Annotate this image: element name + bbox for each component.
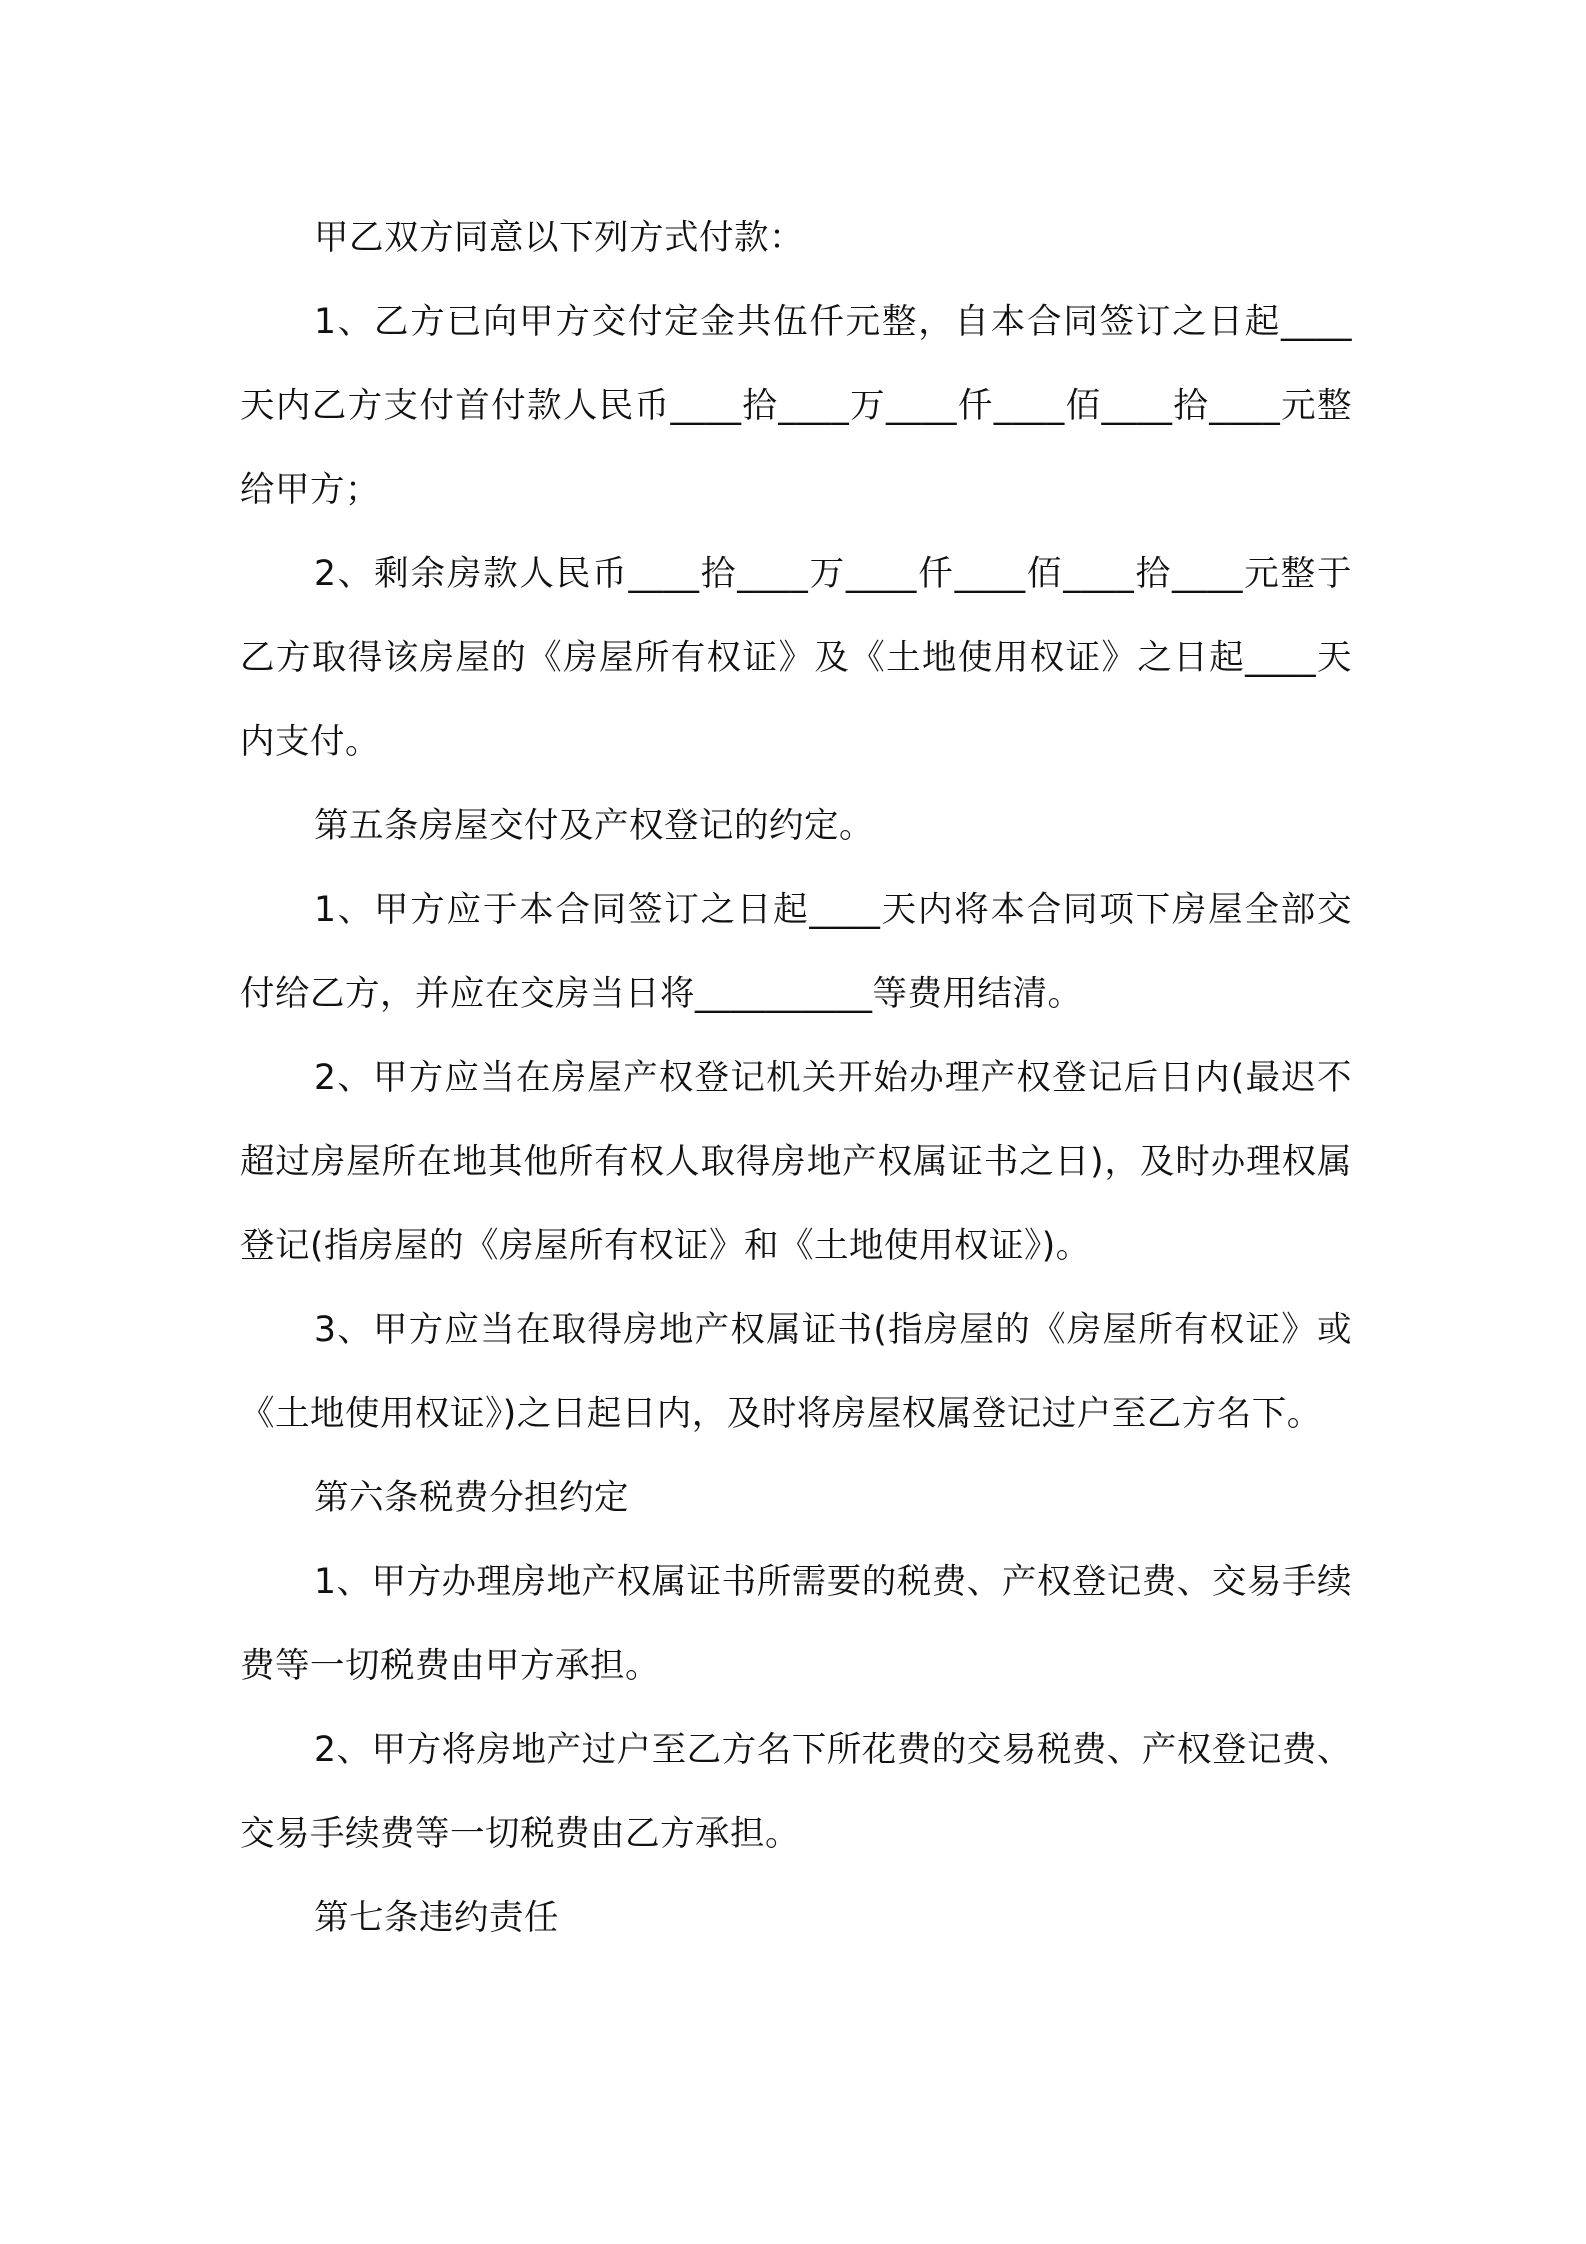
article-6-clause-2: 2、甲方将房地产过户至乙方名下所花费的交易税费、产权登记费、交易手续费等一切税费由乙方承担。 — [240, 1730, 1352, 1854]
payment-clause-1: 1、乙方已向甲方交付定金共伍仟元整，自本合同签订之日起____天内乙方支付首付款人民币____拾____万____仟____佰____拾____元整给甲方； — [240, 302, 1352, 510]
article-6-heading: 第六条税费分担约定 — [314, 1478, 629, 1518]
article-7-heading: 第七条违约责任 — [314, 1898, 559, 1938]
payment-clause-2: 2、剩余房款人民币____拾____万____仟____佰____拾____元整于乙方取得该房屋的《房屋所有权证》及《土地使用权证》之日起____天内支付。 — [240, 554, 1352, 762]
article-5-clause-3: 3、甲方应当在取得房地产权属证书(指房屋的《房屋所有权证》或《土地使用权证》)之日起日内，及时将房屋权属登记过户至乙方名下。 — [240, 1310, 1352, 1434]
article-6-clause-1: 1、甲方办理房地产权属证书所需要的税费、产权登记费、交易手续费等一切税费由甲方承担。 — [240, 1562, 1352, 1686]
article-5-clause-1: 1、甲方应于本合同签订之日起____天内将本合同项下房屋全部交付给乙方，并应在交房当日将__________等费用结清。 — [240, 890, 1352, 1014]
article-5-heading: 第五条房屋交付及产权登记的约定。 — [314, 806, 874, 846]
article-5-clause-2: 2、甲方应当在房屋产权登记机关开始办理产权登记后日内(最迟不超过房屋所在地其他所有权人取得房地产权属证书之日)，及时办理权属登记(指房屋的《房屋所有权证》和《土地使用权证》)。 — [240, 1058, 1352, 1266]
document-page — [240, 196, 1352, 1960]
payment-method-intro: 甲乙双方同意以下列方式付款： — [314, 218, 804, 258]
